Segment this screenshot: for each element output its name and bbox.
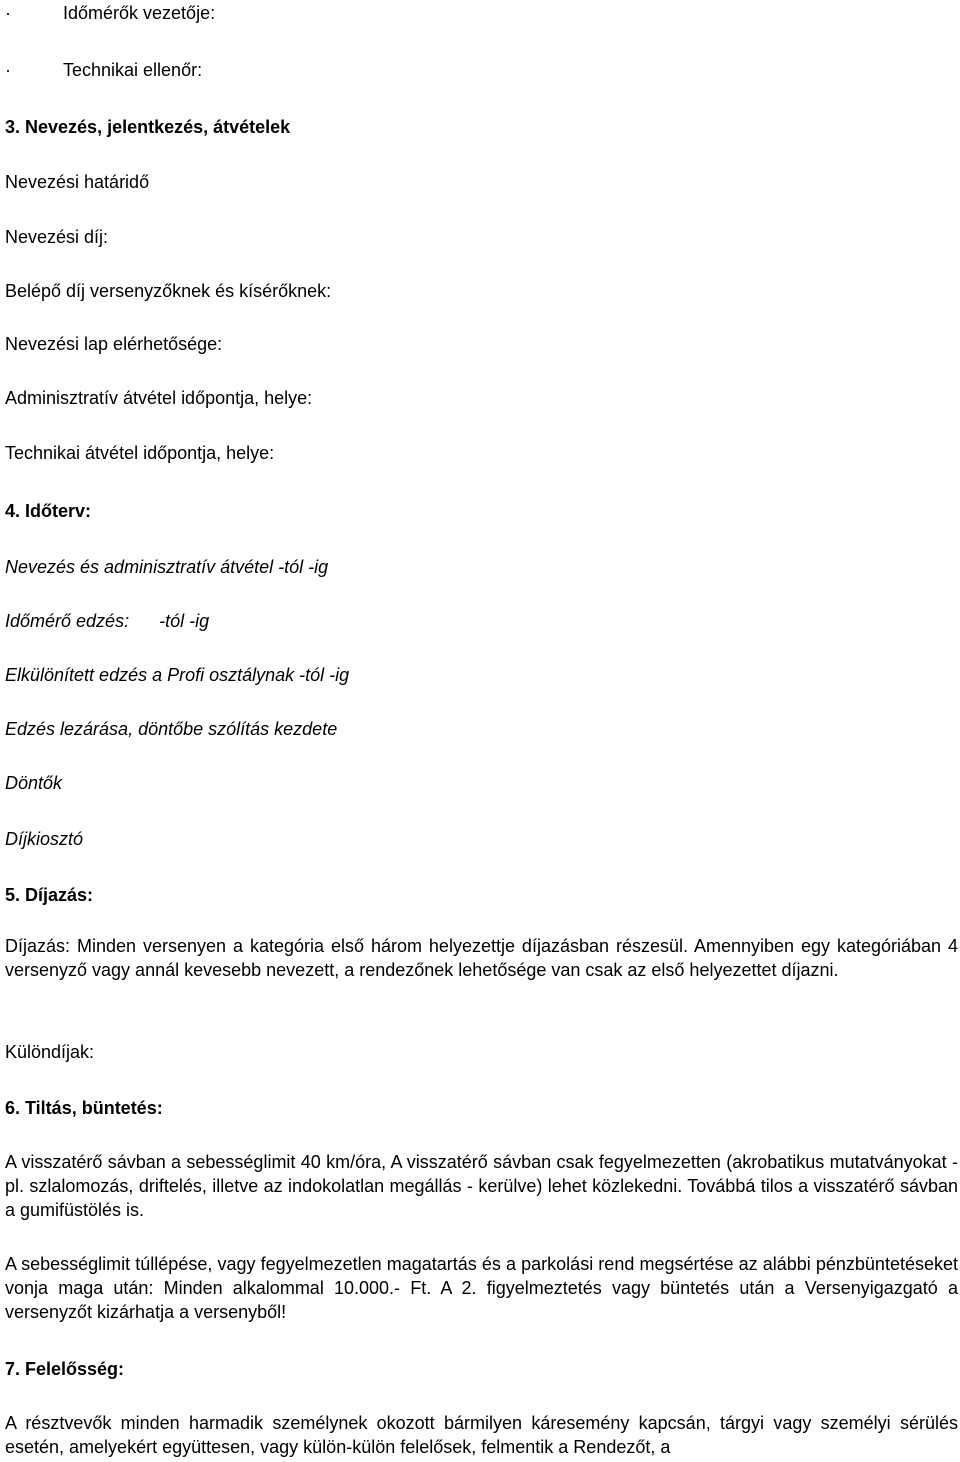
schedule-qualifying-practice (5, 610, 209, 632)
schedule-practice-close: Edzés lezárása, döntőbe szólítás kezdete (5, 719, 338, 739)
bullet-marker: · (5, 3, 11, 23)
prizes-paragraph: Díjazás: Minden versenyen a kategória első három helyezettje díjazásban részesül. Amennyiben egy kategóriában 4 versenyző vagy annál kevesebb nevezett, a rendezőnek lehetősége van csak az első helyezettet díjazni. (5, 936, 958, 980)
section-4-heading: 4. Időterv: (5, 501, 92, 521)
admission-fee: Belépő díj versenyzőknek és kísérőknek: (5, 281, 332, 301)
schedule-finals: Döntők (5, 773, 63, 793)
schedule-pro-practice: Elkülönített edzés a Profi osztálynak -tól -ig (5, 665, 350, 685)
technical-check-time-place: Technikai átvétel időpontja, helye: (5, 443, 275, 463)
official-timekeeper-head: Időmérők vezetője: (63, 3, 216, 23)
schedule-qualifying-value: -tól -ig (159, 611, 210, 631)
prohibition-paragraph: A visszatérő sávban a sebességlimit 40 km/óra, A visszatérő sávban csak fegyelmezetten (akrobatikus mutatványokat - pl. szlalomozás, driftelés, illetve az indokolatlan megállás - kerülve) lehet közlekedni. Továbbá tilos a visszatérő sávban a gumifüstölés is. (5, 1152, 958, 1220)
entry-form-availability: Nevezési lap elérhetősége: (5, 334, 223, 354)
special-prizes: Különdíjak: (5, 1042, 95, 1062)
liability-paragraph: A résztvevők minden harmadik személynek okozott bármilyen káresemény kapcsán, tárgyi vagy személyi sérülés esetén, amelyekért együttesen, vagy külön-külön felelősek, felmentik a Rendezőt, a (5, 1413, 958, 1457)
section-3-heading: 3. Nevezés, jelentkezés, átvételek (5, 117, 291, 137)
section-5-heading: 5. Díjazás: (5, 885, 94, 905)
schedule-awards: Díjkiosztó (5, 829, 84, 849)
entry-fee: Nevezési díj: (5, 227, 109, 247)
schedule-qualifying-label: Időmérő edzés: (5, 611, 130, 631)
section-7-heading: 7. Felelősség: (5, 1359, 125, 1379)
entry-deadline: Nevezési határidő (5, 172, 150, 192)
schedule-entry-admin: Nevezés és adminisztratív átvétel -tól -ig (5, 557, 329, 577)
admin-check-time-place: Adminisztratív átvétel időpontja, helye: (5, 388, 313, 408)
section-6-heading: 6. Tiltás, büntetés: (5, 1098, 163, 1118)
penalty-paragraph: A sebességlimit túllépése, vagy fegyelmezetlen magatartás és a parkolási rend megsértése az alábbi pénzbüntetéseket vonja maga után: Minden alkalommal 10.000.- Ft. A 2. figyelmeztetés vagy büntetés után a Versenyigazgató a versenyzőt kizárhatja a versenyből! (5, 1254, 958, 1322)
official-technical-inspector: Technikai ellenőr: (63, 60, 203, 80)
bullet-marker: · (5, 60, 11, 80)
